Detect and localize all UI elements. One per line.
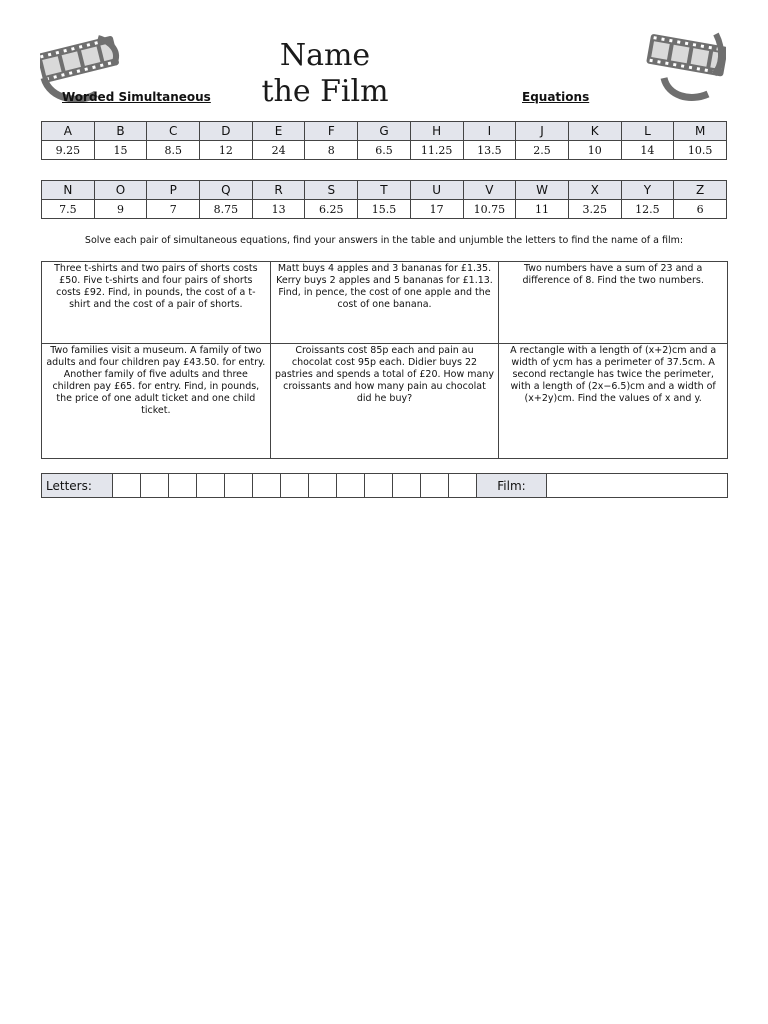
letter-answer-box[interactable]: [169, 474, 197, 498]
letter-answer-box[interactable]: [393, 474, 421, 498]
letter-cell: J: [516, 122, 569, 141]
letter-answer-box[interactable]: [113, 474, 141, 498]
value-cell: 15.5: [358, 200, 411, 219]
value-cell: 7.5: [42, 200, 95, 219]
letter-cell: D: [200, 122, 253, 141]
letter-cell: W: [516, 181, 569, 200]
letter-cell: F: [305, 122, 358, 141]
value-cell: 10: [568, 141, 621, 160]
subtitle-right: Equations: [522, 90, 590, 104]
page-title: [240, 38, 410, 110]
letter-row: [42, 122, 727, 141]
value-cell: 8.75: [200, 200, 253, 219]
letter-answer-box[interactable]: [421, 474, 449, 498]
value-row: [42, 200, 727, 219]
problems-table: [41, 261, 728, 459]
problem-cell: Croissants cost 85p each and pain au chocolat cost 95p each. Didier buys 22 pastries and spends a total of £20. How many croissants and how many pain au chocolat did he buy?: [270, 344, 499, 459]
letter-cell: K: [568, 122, 621, 141]
letter-answer-box[interactable]: [337, 474, 365, 498]
letter-cell: T: [358, 181, 411, 200]
value-cell: 11: [516, 200, 569, 219]
problem-cell: Matt buys 4 apples and 3 bananas for £1.35. Kerry buys 2 apples and 5 bananas for £1.13. Find, in pence, the cost of one apple and the cost of one banana.: [270, 262, 499, 344]
letter-answer-box[interactable]: [197, 474, 225, 498]
problem-cell: Two numbers have a sum of 23 and a difference of 8. Find the two numbers.: [499, 262, 728, 344]
letter-cell: A: [42, 122, 95, 141]
letter-cell: B: [94, 122, 147, 141]
letter-cell: Q: [200, 181, 253, 200]
letter-cell: E: [252, 122, 305, 141]
letter-answer-box[interactable]: [253, 474, 281, 498]
letters-label: Letters:: [42, 474, 113, 498]
letter-cell: V: [463, 181, 516, 200]
letter-cell: H: [410, 122, 463, 141]
letter-cell: M: [674, 122, 727, 141]
value-cell: 10.5: [674, 141, 727, 160]
problem-cell: A rectangle with a length of (x+2)cm and a width of ycm has a perimeter of 37.5cm. A second rectangle has twice the perimeter, with a length of (2x−6.5)cm and a width of (x+2y)cm. Find the values of x and y.: [499, 344, 728, 459]
letter-cell: U: [410, 181, 463, 200]
letter-cell: S: [305, 181, 358, 200]
value-cell: 13: [252, 200, 305, 219]
instructions-text: Solve each pair of simultaneous equations, find your answers in the table and unjumble the letters to find the name of a film:: [84, 235, 684, 246]
value-cell: 9: [94, 200, 147, 219]
value-cell: 13.5: [463, 141, 516, 160]
letter-cell: P: [147, 181, 200, 200]
value-cell: 14: [621, 141, 674, 160]
answer-row: [41, 473, 728, 498]
letter-cell: X: [568, 181, 621, 200]
film-reel-icon: [644, 30, 726, 104]
subtitle-left: Worded Simultaneous: [62, 90, 211, 104]
value-row: [42, 141, 727, 160]
value-cell: 10.75: [463, 200, 516, 219]
title-line-2: the Film: [261, 74, 389, 109]
title-line-1: Name: [279, 38, 371, 73]
value-cell: 7: [147, 200, 200, 219]
value-cell: 2.5: [516, 141, 569, 160]
letter-cell: I: [463, 122, 516, 141]
value-cell: 8.5: [147, 141, 200, 160]
problem-cell: Three t-shirts and two pairs of shorts costs £50. Five t-shirts and four pairs of shorts costs £92. Find, in pounds, the cost of a t-shirt and the cost of a pair of shorts.: [42, 262, 271, 344]
letter-cell: C: [147, 122, 200, 141]
letter-answer-box[interactable]: [309, 474, 337, 498]
letter-answer-box[interactable]: [225, 474, 253, 498]
letter-cell: N: [42, 181, 95, 200]
value-cell: 12.5: [621, 200, 674, 219]
letter-answer-box[interactable]: [141, 474, 169, 498]
letter-code-table-a-m: [41, 121, 727, 160]
letter-answer-box[interactable]: [365, 474, 393, 498]
value-cell: 17: [410, 200, 463, 219]
value-cell: 15: [94, 141, 147, 160]
letter-cell: G: [358, 122, 411, 141]
letter-cell: R: [252, 181, 305, 200]
value-cell: 24: [252, 141, 305, 160]
value-cell: 6.5: [358, 141, 411, 160]
letter-code-table-n-z: [41, 180, 727, 219]
letter-answer-box[interactable]: [449, 474, 477, 498]
letter-cell: Z: [674, 181, 727, 200]
value-cell: 9.25: [42, 141, 95, 160]
letter-cell: Y: [621, 181, 674, 200]
value-cell: 11.25: [410, 141, 463, 160]
letter-row: [42, 181, 727, 200]
letter-cell: L: [621, 122, 674, 141]
value-cell: 12: [200, 141, 253, 160]
letter-answer-box[interactable]: [281, 474, 309, 498]
value-cell: 6: [674, 200, 727, 219]
letter-cell: O: [94, 181, 147, 200]
value-cell: 6.25: [305, 200, 358, 219]
value-cell: 8: [305, 141, 358, 160]
value-cell: 3.25: [568, 200, 621, 219]
film-answer-box[interactable]: [547, 474, 728, 498]
film-label: Film:: [477, 474, 547, 498]
problem-cell: Two families visit a museum. A family of two adults and four children pay £43.50. for entry. Another family of five adults and three children pay £65. for entry. Find, in pounds, the price of one adult ticket and one child ticket.: [42, 344, 271, 459]
